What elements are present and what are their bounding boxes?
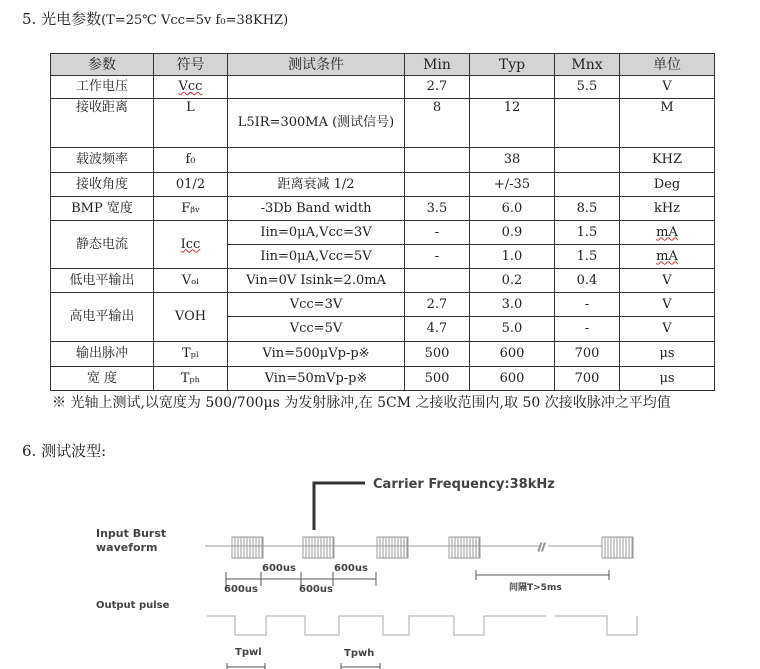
section-6-title: 6. 测试波型: bbox=[22, 442, 107, 460]
table-header: 参数 符号 测试条件 Min Typ Mnx 单位 bbox=[51, 54, 715, 76]
table-row: 宽 度 Tₚₕ Vin=50mVp-p※ 500 600 700 μs bbox=[51, 367, 715, 391]
t600-label: 600us bbox=[262, 563, 296, 574]
t600-label: 600us bbox=[224, 584, 258, 595]
table-row: Vcc=5V 4.7 5.0 - V bbox=[51, 317, 715, 342]
input-label-2: waveform bbox=[96, 541, 158, 554]
interval-label: 间隔T>5ms bbox=[509, 583, 562, 593]
output-pulse-waveform bbox=[207, 616, 546, 635]
table-row: BMP 宽度 Fᵦᵥ -3Db Band width 3.5 6.0 8.5 kHz bbox=[51, 197, 715, 221]
t600-label: 600us bbox=[299, 584, 333, 595]
table-row: 工作电压 Vcc 2.7 5.5 V bbox=[51, 76, 715, 99]
table-row: 低电平输出 Vₒₗ Vin=0V Isink=2.0mA 0.2 0.4 V bbox=[51, 269, 715, 293]
break-mark: // bbox=[538, 542, 546, 553]
tpwl-label: Tpwl bbox=[235, 647, 262, 658]
table-row: 高电平输出 VOH Vcc=3V 2.7 3.0 - V bbox=[51, 293, 715, 317]
input-label-1: Input Burst bbox=[96, 527, 167, 540]
table-row: Iin=0μA,Vcc=5V - 1.0 1.5 mA bbox=[51, 245, 715, 269]
carrier-pointer bbox=[314, 483, 365, 530]
tpwh-label: Tpwh bbox=[344, 648, 375, 659]
table-row: 接收角度 01/2 距离衰减 1/2 +/-35 Deg bbox=[51, 173, 715, 197]
table-row: 输出脉冲 Tₚₗ Vin=500μVp-p※ 500 600 700 μs bbox=[51, 342, 715, 367]
carrier-label: Carrier Frequency:38kHz bbox=[373, 477, 555, 492]
input-burst-waveform bbox=[205, 537, 633, 558]
t600-label: 600us bbox=[334, 563, 368, 574]
output-label: Output pulse bbox=[96, 600, 170, 611]
section-5-title: 5. 光电参数(T=25℃ Vcc=5v f₀=38KHZ) bbox=[22, 10, 289, 28]
table-row: 静态电流 Icc Iin=0μA,Vcc=3V - 0.9 1.5 mA bbox=[51, 221, 715, 245]
table-row: 载波频率 f₀ 38 KHZ bbox=[51, 148, 715, 173]
table-row: 接收距离 L L5IR=300MA (测试信号) 8 12 M bbox=[51, 99, 715, 148]
footnote: ※ 光轴上测试,以宽度为 500/700μs 为发射脉冲,在 5CM 之接收范围内,取 50 次接收脉冲之平均值 bbox=[52, 395, 671, 411]
